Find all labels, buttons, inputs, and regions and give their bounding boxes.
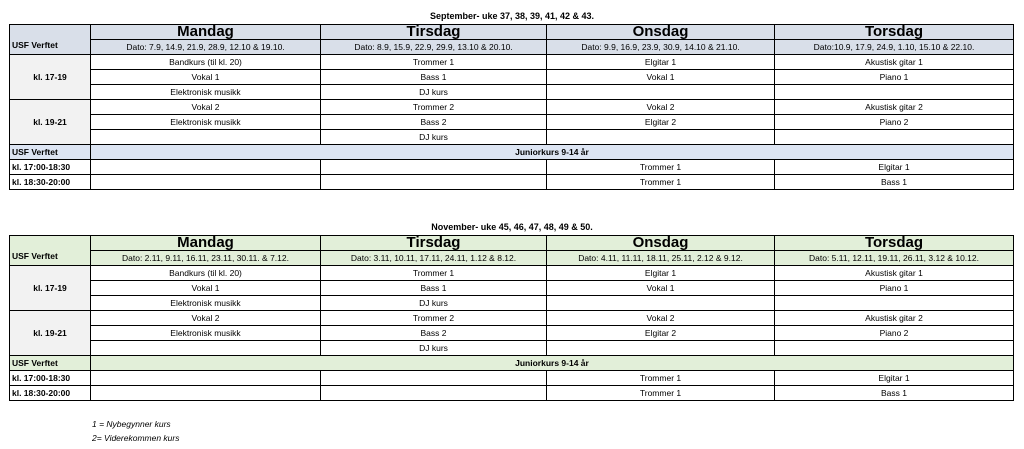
junior-venue: USF Verftet bbox=[10, 356, 91, 371]
time-slot-label: kl. 19-21 bbox=[10, 311, 91, 356]
course-cell: Trommer 1 bbox=[547, 175, 775, 190]
junior-time-label: kl. 17:00-18:30 bbox=[10, 160, 91, 175]
course-cell: Akustisk gitar 1 bbox=[775, 266, 1014, 281]
course-cell: Elektronisk musikk bbox=[91, 326, 321, 341]
course-cell: Elgitar 1 bbox=[775, 371, 1014, 386]
dates-tirsdag: Dato: 8.9, 15.9, 22.9, 29.9, 13.10 & 20.10. bbox=[321, 40, 547, 55]
november-title: November- uke 45, 46, 47, 48, 49 & 50. bbox=[431, 222, 593, 232]
course-cell bbox=[321, 386, 547, 401]
november-schedule-table bbox=[9, 235, 1014, 401]
course-cell bbox=[321, 160, 547, 175]
course-cell: Elektronisk musikk bbox=[91, 296, 321, 311]
course-cell: Elgitar 1 bbox=[775, 160, 1014, 175]
course-cell bbox=[91, 160, 321, 175]
dates-mandag: Dato: 2.11, 9.11, 16.11, 23.11, 30.11. & 7.12. bbox=[91, 251, 321, 266]
course-cell bbox=[321, 175, 547, 190]
table-row bbox=[10, 175, 1014, 190]
course-cell: Vokal 2 bbox=[547, 100, 775, 115]
day-onsdag: Onsdag bbox=[547, 25, 775, 40]
course-cell: Elektronisk musikk bbox=[91, 85, 321, 100]
junior-title: Juniorkurs 9-14 år bbox=[91, 356, 1014, 371]
day-header-row bbox=[10, 236, 1014, 251]
course-cell: Bass 1 bbox=[775, 175, 1014, 190]
course-cell bbox=[775, 85, 1014, 100]
september-schedule-table bbox=[9, 24, 1014, 190]
course-cell: Bass 1 bbox=[321, 70, 547, 85]
course-cell bbox=[775, 130, 1014, 145]
course-cell: Elgitar 2 bbox=[547, 326, 775, 341]
time-slot-label: kl. 17-19 bbox=[10, 266, 91, 311]
dates-mandag: Dato: 7.9, 14.9, 21.9, 28.9, 12.10 & 19.10. bbox=[91, 40, 321, 55]
dates-onsdag: Dato: 4.11, 11.11, 18.11, 25.11, 2.12 & 9.12. bbox=[547, 251, 775, 266]
venue-cell: USF Verftet bbox=[10, 236, 91, 266]
course-cell: Vokal 2 bbox=[91, 100, 321, 115]
junior-time-label: kl. 18:30-20:00 bbox=[10, 386, 91, 401]
course-cell bbox=[547, 296, 775, 311]
course-cell bbox=[91, 175, 321, 190]
time-slot-label: kl. 19-21 bbox=[10, 100, 91, 145]
course-cell: Elektronisk musikk bbox=[91, 115, 321, 130]
junior-venue: USF Verftet bbox=[10, 145, 91, 160]
course-cell bbox=[775, 341, 1014, 356]
day-mandag: Mandag bbox=[91, 236, 321, 251]
course-cell: Elgitar 1 bbox=[547, 55, 775, 70]
day-onsdag: Onsdag bbox=[547, 236, 775, 251]
dates-tirsdag: Dato: 3.11, 10.11, 17.11, 24.11, 1.12 & 8.12. bbox=[321, 251, 547, 266]
course-cell: Elgitar 2 bbox=[547, 115, 775, 130]
table-row bbox=[10, 386, 1014, 401]
course-cell bbox=[91, 371, 321, 386]
day-tirsdag: Tirsdag bbox=[321, 25, 547, 40]
junior-header-row bbox=[10, 356, 1014, 371]
course-cell: Akustisk gitar 2 bbox=[775, 100, 1014, 115]
table-row bbox=[10, 55, 1014, 70]
course-cell bbox=[91, 130, 321, 145]
table-row bbox=[10, 85, 1014, 100]
table-row bbox=[10, 311, 1014, 326]
course-cell: DJ kurs bbox=[321, 341, 547, 356]
course-cell: Bass 2 bbox=[321, 326, 547, 341]
course-cell: Bandkurs (til kl. 20) bbox=[91, 266, 321, 281]
course-cell bbox=[547, 341, 775, 356]
course-cell: DJ kurs bbox=[321, 296, 547, 311]
course-cell bbox=[547, 130, 775, 145]
table-row bbox=[10, 281, 1014, 296]
course-cell: Piano 1 bbox=[775, 281, 1014, 296]
course-cell: DJ kurs bbox=[321, 85, 547, 100]
table-row bbox=[10, 115, 1014, 130]
course-cell bbox=[321, 371, 547, 386]
course-cell: Bass 1 bbox=[321, 281, 547, 296]
table-row bbox=[10, 341, 1014, 356]
course-cell bbox=[91, 341, 321, 356]
course-cell: Piano 2 bbox=[775, 326, 1014, 341]
course-cell bbox=[775, 296, 1014, 311]
junior-title: Juniorkurs 9-14 år bbox=[91, 145, 1014, 160]
table-row bbox=[10, 100, 1014, 115]
course-cell: Vokal 1 bbox=[91, 70, 321, 85]
course-cell bbox=[547, 85, 775, 100]
course-cell: Vokal 1 bbox=[91, 281, 321, 296]
junior-header-row bbox=[10, 145, 1014, 160]
course-cell: Vokal 2 bbox=[91, 311, 321, 326]
course-cell: Trommer 1 bbox=[547, 160, 775, 175]
course-cell: Akustisk gitar 1 bbox=[775, 55, 1014, 70]
course-cell: Vokal 2 bbox=[547, 311, 775, 326]
day-tirsdag: Tirsdag bbox=[321, 236, 547, 251]
footnote-advanced: 2= Viderekommen kurs bbox=[92, 433, 180, 443]
venue-cell: USF Verftet bbox=[10, 25, 91, 55]
course-cell: Trommer 1 bbox=[321, 266, 547, 281]
course-cell: Bass 1 bbox=[775, 386, 1014, 401]
course-cell: Trommer 2 bbox=[321, 100, 547, 115]
time-slot-label: kl. 17-19 bbox=[10, 55, 91, 100]
dates-torsdag: Dato:10.9, 17.9, 24.9, 1.10, 15.10 & 22.10. bbox=[775, 40, 1014, 55]
course-cell: Trommer 2 bbox=[321, 311, 547, 326]
dates-onsdag: Dato: 9.9, 16.9, 23.9, 30.9, 14.10 & 21.10. bbox=[547, 40, 775, 55]
september-title: September- uke 37, 38, 39, 41, 42 & 43. bbox=[429, 11, 595, 21]
date-header-row bbox=[10, 40, 1014, 55]
junior-time-label: kl. 18:30-20:00 bbox=[10, 175, 91, 190]
table-row bbox=[10, 70, 1014, 85]
course-cell: Piano 2 bbox=[775, 115, 1014, 130]
table-row bbox=[10, 296, 1014, 311]
dates-torsdag: Dato: 5.11, 12.11, 19.11, 26.11, 3.12 & 10.12. bbox=[775, 251, 1014, 266]
course-cell: DJ kurs bbox=[321, 130, 547, 145]
course-cell: Akustisk gitar 2 bbox=[775, 311, 1014, 326]
day-torsdag: Torsdag bbox=[775, 25, 1014, 40]
date-header-row bbox=[10, 251, 1014, 266]
table-row bbox=[10, 371, 1014, 386]
table-row bbox=[10, 326, 1014, 341]
course-cell: Trommer 1 bbox=[547, 371, 775, 386]
table-row bbox=[10, 130, 1014, 145]
footnote-beginner: 1 = Nybegynner kurs bbox=[92, 419, 171, 429]
day-torsdag: Torsdag bbox=[775, 236, 1014, 251]
course-cell bbox=[91, 386, 321, 401]
course-cell: Vokal 1 bbox=[547, 70, 775, 85]
course-cell: Trommer 1 bbox=[547, 386, 775, 401]
table-row bbox=[10, 266, 1014, 281]
course-cell: Elgitar 1 bbox=[547, 266, 775, 281]
course-cell: Vokal 1 bbox=[547, 281, 775, 296]
day-header-row bbox=[10, 25, 1014, 40]
course-cell: Trommer 1 bbox=[321, 55, 547, 70]
course-cell: Bass 2 bbox=[321, 115, 547, 130]
table-row bbox=[10, 160, 1014, 175]
course-cell: Bandkurs (til kl. 20) bbox=[91, 55, 321, 70]
course-cell: Piano 1 bbox=[775, 70, 1014, 85]
junior-time-label: kl. 17:00-18:30 bbox=[10, 371, 91, 386]
day-mandag: Mandag bbox=[91, 25, 321, 40]
